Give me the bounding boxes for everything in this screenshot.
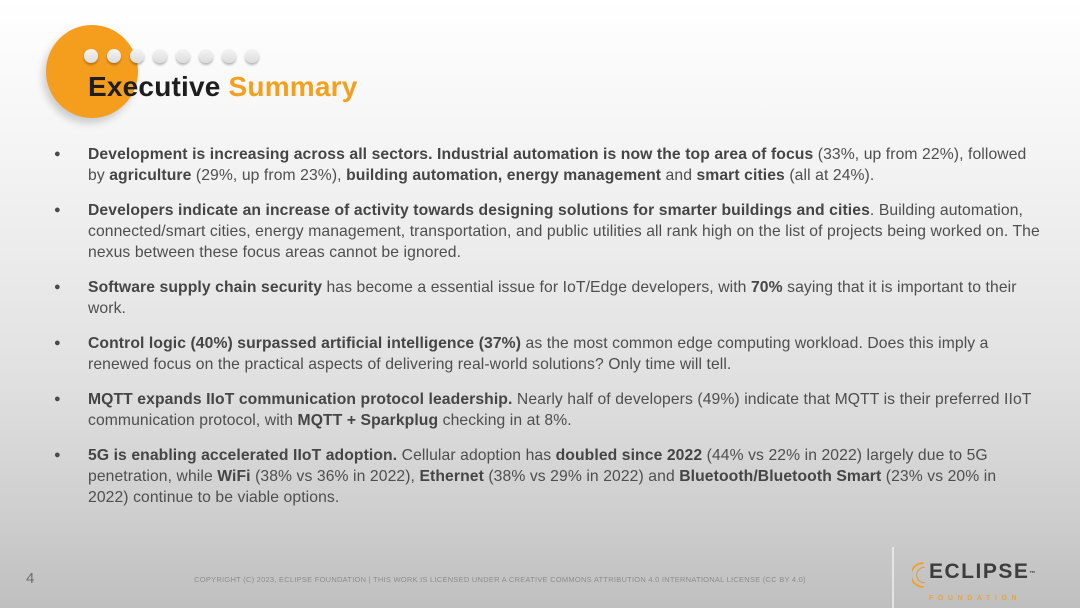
bullet-marker: ● [54,204,61,216]
bullet-text: Development is increasing across all sectors. Industrial automation is now the top area of focus (33%, up from 22%), followed by agriculture (29%, up from 23%), building automation, energy management and smart cities (all at 24%). [88,146,1027,184]
page-number: 4 [26,570,35,587]
decor-dot [84,49,98,63]
crescent-moon-icon [912,561,927,594]
logo-subtitle: FOUNDATION [929,595,1022,602]
bullet-marker: ● [54,148,61,160]
bullet-item [50,389,1040,431]
bullet-marker: ● [54,449,61,461]
decor-dot [222,49,236,63]
bullet-text: Software supply chain security has become a essential issue for IoT/Edge developers, with 70% saying that it is important to their work. [88,279,1017,317]
bullet-text: MQTT expands IIoT communication protocol leadership. Nearly half of developers (49%) indicate that MQTT is their preferred IIoT communication protocol, with MQTT + Sparkplug checking in at 8%. [88,391,1032,429]
title-prefix: Executive [88,71,229,102]
eclipse-logo-top [912,560,1062,594]
bullet-marker: ● [54,337,61,349]
footer-divider [892,547,894,608]
decor-dot [176,49,190,63]
logo-name-text: ECLIPSE [929,560,1030,583]
decor-dot [153,49,167,63]
bullet-marker: ● [54,281,61,293]
decor-dot [245,49,259,63]
bullet-list [50,144,1040,522]
bullet-item [50,277,1040,319]
title-highlight: Summary [228,71,358,102]
logo-name [929,560,1037,584]
decor-dot [107,49,121,63]
page-title [88,71,358,103]
bullet-item [50,200,1040,263]
eclipse-logo [912,560,1062,602]
decor-dot [199,49,213,63]
title-dots [84,49,259,63]
bullet-item [50,445,1040,508]
bullet-item [50,144,1040,186]
bullet-text: Control logic (40%) surpassed artificial intelligence (37%) as the most common edge computing workload. Does this imply a renewed focus on the practical aspects of delivering real-world solutions? Only time will tell. [88,335,989,373]
trademark-symbol: ™ [1029,571,1037,577]
decor-dot [130,49,144,63]
copyright-text: COPYRIGHT (C) 2023, ECLIPSE FOUNDATION | THIS WORK IS LICENSED UNDER A CREATIVE COMMONS ATTRIBUTION 4.0 INTERNATIONAL LICENSE (CC BY 4.0) [194,575,806,584]
bullet-text: 5G is enabling accelerated IIoT adoption. Cellular adoption has doubled since 2022 (44% vs 22% in 2022) largely due to 5G penetration, while WiFi (38% vs 36% in 2022), Ethernet (38% vs 29% in 2022) and Bluetooth/Bluetooth Smart (23% vs 20% in 2022) continue to be viable options. [88,447,997,506]
bullet-text: Developers indicate an increase of activity towards designing solutions for smarter buildings and cities. Building automation, connected/smart cities, energy management, transportation, and public utilities all rank high on the list of projects being worked on. The nexus between these focus areas cannot be ignored. [88,202,1040,261]
bullet-item [50,333,1040,375]
bullet-marker: ● [54,393,61,405]
